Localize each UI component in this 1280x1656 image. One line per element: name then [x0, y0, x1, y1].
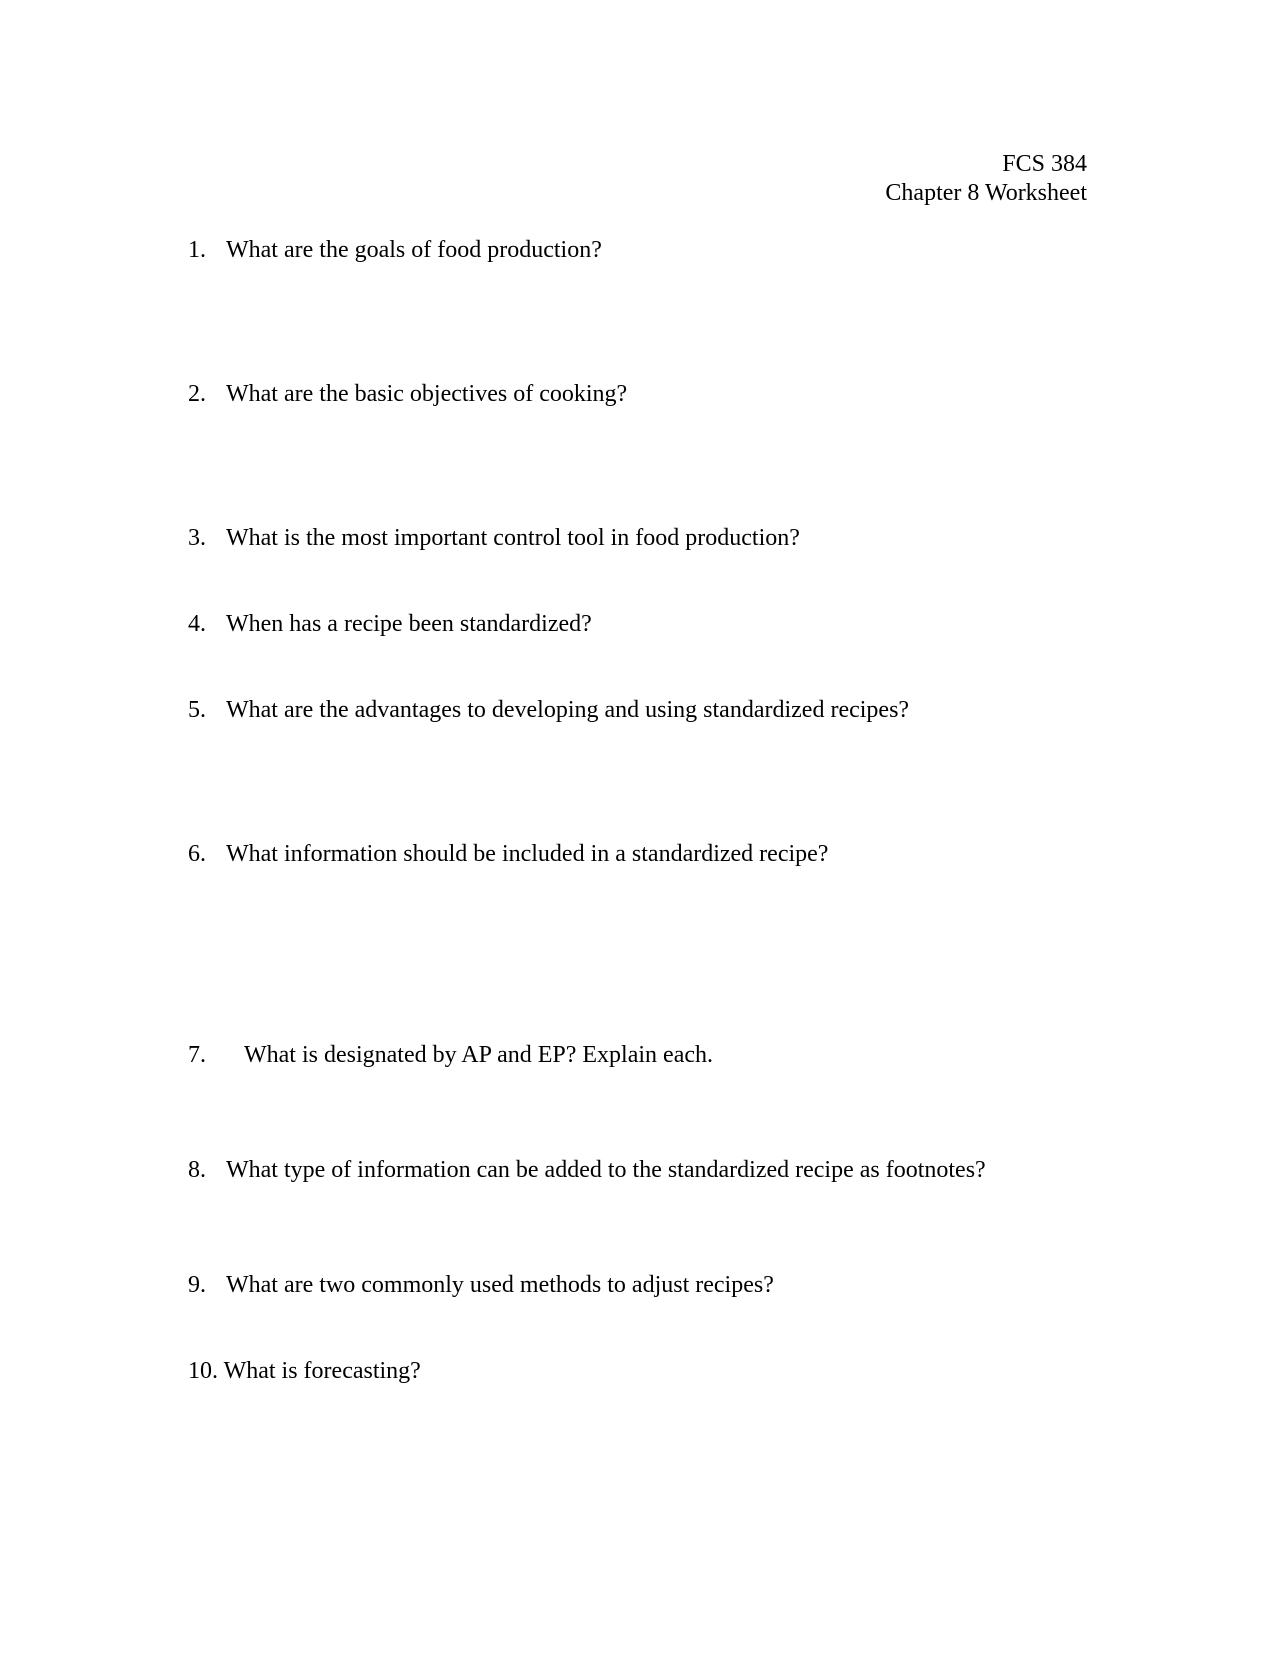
- question-3: [188, 523, 800, 553]
- question-text: What information should be included in a standardized recipe?: [226, 841, 829, 867]
- question-number: 5.: [188, 697, 206, 723]
- course-code: FCS 384: [1002, 151, 1087, 177]
- question-number: 3.: [188, 525, 206, 551]
- question-text: What are the advantages to developing and using standardized recipes?: [226, 697, 910, 723]
- question-text: When has a recipe been standardized?: [226, 611, 592, 637]
- question-number: 4.: [188, 611, 206, 637]
- question-number: 9.: [188, 1272, 206, 1298]
- question-number: 2.: [188, 381, 206, 407]
- question-text: What type of information can be added to the standardized recipe as footnotes?: [226, 1157, 986, 1183]
- worksheet-header: [885, 150, 1087, 208]
- question-text: What is designated by AP and EP? Explain each.: [244, 1042, 713, 1068]
- question-number: 10.: [188, 1358, 218, 1384]
- worksheet-title: Chapter 8 Worksheet: [885, 180, 1087, 206]
- question-number: 8.: [188, 1157, 206, 1183]
- question-text: What are two commonly used methods to adjust recipes?: [226, 1272, 774, 1298]
- question-5: [188, 695, 909, 725]
- question-number: 7.: [188, 1042, 206, 1068]
- question-1: [188, 235, 602, 265]
- question-10: [188, 1356, 421, 1386]
- question-8: [188, 1155, 986, 1185]
- question-7: [188, 1040, 713, 1070]
- question-2: [188, 379, 627, 409]
- question-text: What is forecasting?: [223, 1358, 421, 1384]
- question-number: 6.: [188, 841, 206, 867]
- question-text: What are the goals of food production?: [226, 237, 602, 263]
- question-text: What are the basic objectives of cooking?: [226, 381, 628, 407]
- question-number: 1.: [188, 237, 206, 263]
- question-4: [188, 609, 592, 639]
- question-text: What is the most important control tool in food production?: [226, 525, 800, 551]
- question-9: [188, 1270, 774, 1300]
- question-6: [188, 839, 828, 869]
